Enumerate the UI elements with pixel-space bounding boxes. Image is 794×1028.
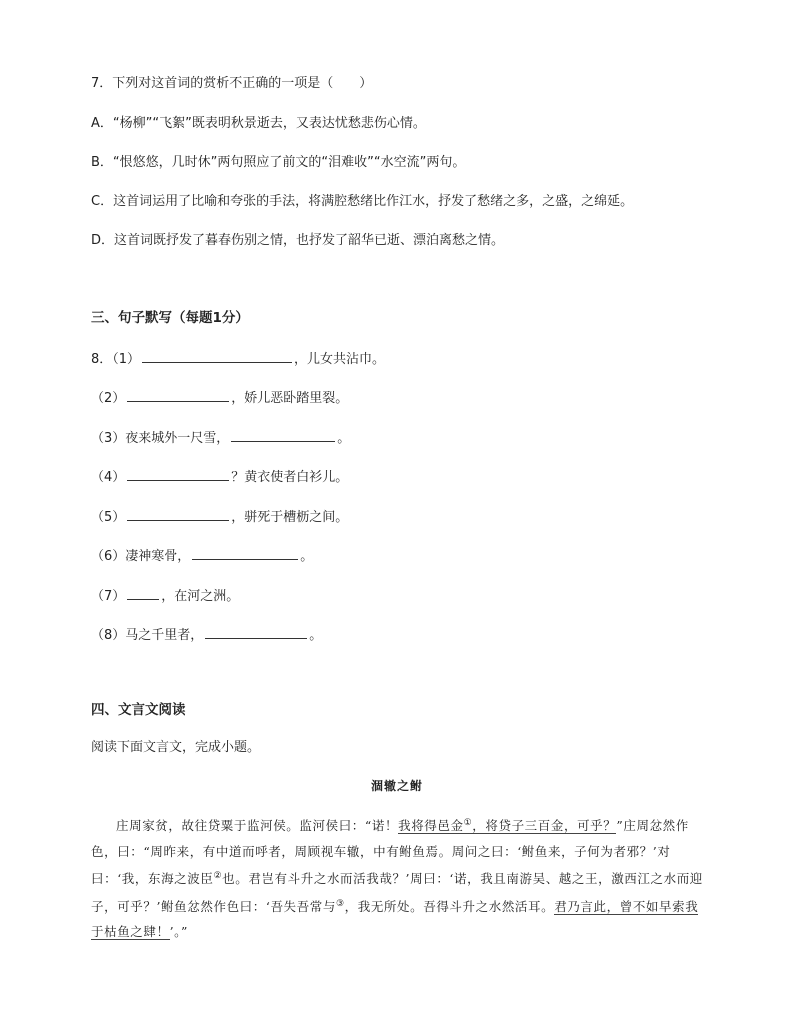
item-after: ，娇儿恶卧踏里裂。 bbox=[231, 391, 349, 406]
passage-text: ’。” bbox=[169, 924, 189, 940]
answer-blank[interactable] bbox=[231, 427, 335, 442]
reading-instruction: 阅读下面文言文，完成小题。 bbox=[91, 740, 261, 755]
fill-item-4 bbox=[91, 466, 348, 487]
passage-text: ，将贷子三百金，可乎？ bbox=[472, 818, 617, 834]
fill-item-3 bbox=[91, 427, 350, 448]
fill-item-7 bbox=[91, 585, 239, 606]
item-after: ，儿女共沾巾。 bbox=[294, 352, 386, 367]
item-before: 马之千里者， bbox=[125, 628, 204, 643]
passage-title: 涸辙之鲋 bbox=[370, 779, 423, 793]
passage-text: 我将得邑金 bbox=[398, 818, 464, 834]
item-prefix: （3） bbox=[91, 431, 126, 446]
item-prefix: （5） bbox=[91, 510, 126, 525]
passage-text: ”庄周忿然作色，曰：“周昨来，有中道而呼者，周顾视车辙，中有鲋鱼焉。周问之曰：‘鲋鱼来，子何为者邪？’对曰：‘我，东海之波臣 bbox=[91, 818, 689, 887]
underlined-sentence-1 bbox=[398, 818, 616, 834]
item-prefix: （6） bbox=[91, 549, 126, 564]
item-after: 。 bbox=[309, 628, 323, 643]
classical-passage bbox=[91, 811, 711, 945]
answer-blank[interactable] bbox=[127, 585, 159, 600]
passage-text: ，我无所处。吾得斗升之水然活耳。 bbox=[344, 898, 555, 914]
item-after: 。 bbox=[300, 549, 314, 564]
answer-blank[interactable] bbox=[127, 506, 229, 521]
footnote-marker: ① bbox=[463, 818, 473, 828]
item-after: 。 bbox=[337, 431, 351, 446]
item-after: ？黄衣使者白衫儿。 bbox=[231, 470, 349, 485]
question-7-stem: 7．下列对这首词的赏析不正确的一项是（ ） bbox=[91, 76, 373, 91]
item-after: ，骈死于槽枥之间。 bbox=[231, 510, 349, 525]
underlined-sentence-2: 君乃言此，曾不如早索我于枯鱼之肆！ bbox=[91, 898, 699, 940]
item-prefix: （4） bbox=[91, 470, 126, 485]
item-prefix: （7） bbox=[91, 589, 126, 604]
item-before: 凄神寒骨， bbox=[125, 549, 191, 564]
passage-text: 庄周家贫，故往贷粟于监河侯。监河侯曰：“诺！ bbox=[116, 818, 399, 834]
fill-item-8 bbox=[91, 624, 322, 645]
option-c: C．这首词运用了比喻和夸张的手法，将满腔愁绪比作江水，抒发了愁绪之多，之盛，之绵延。 bbox=[91, 194, 634, 209]
passage-text: 也。君岂有斗升之水而活我哉？’周曰：‘诺，我且南游吴、越之王，激西江之水而迎子，可乎？’鲋鱼忿然作色曰：‘吾失吾常与 bbox=[91, 871, 703, 914]
option-d: D．这首词既抒发了暮春伤别之情，也抒发了韶华已逝、漂泊离愁之情。 bbox=[91, 233, 505, 248]
item-after: ，在河之洲。 bbox=[161, 589, 240, 604]
answer-blank[interactable] bbox=[142, 348, 292, 363]
answer-blank[interactable] bbox=[127, 387, 229, 402]
section-3-heading: 三、句子默写（每题1分） bbox=[91, 310, 249, 326]
item-before: 夜来城外一尺雪， bbox=[125, 431, 230, 446]
option-b: B．“恨悠悠，几时休”两句照应了前文的“泪难收”“水空流”两句。 bbox=[91, 155, 466, 170]
answer-blank[interactable] bbox=[192, 545, 298, 560]
footnote-marker: ③ bbox=[335, 898, 345, 909]
fill-item-5 bbox=[91, 506, 348, 527]
answer-blank[interactable] bbox=[205, 624, 307, 639]
section-4-heading: 四、文言文阅读 bbox=[91, 702, 186, 718]
footnote-marker: ② bbox=[213, 871, 223, 882]
item-prefix: （8） bbox=[91, 628, 126, 643]
fill-item-1 bbox=[91, 348, 385, 369]
answer-blank[interactable] bbox=[127, 466, 229, 481]
fill-item-2 bbox=[91, 387, 348, 408]
option-a: A．“杨柳”“飞絮”既表明秋景逝去，又表达忧愁悲伤心情。 bbox=[91, 116, 426, 131]
item-prefix: 8．（1） bbox=[91, 352, 141, 367]
item-prefix: （2） bbox=[91, 391, 126, 406]
fill-item-6 bbox=[91, 545, 313, 566]
